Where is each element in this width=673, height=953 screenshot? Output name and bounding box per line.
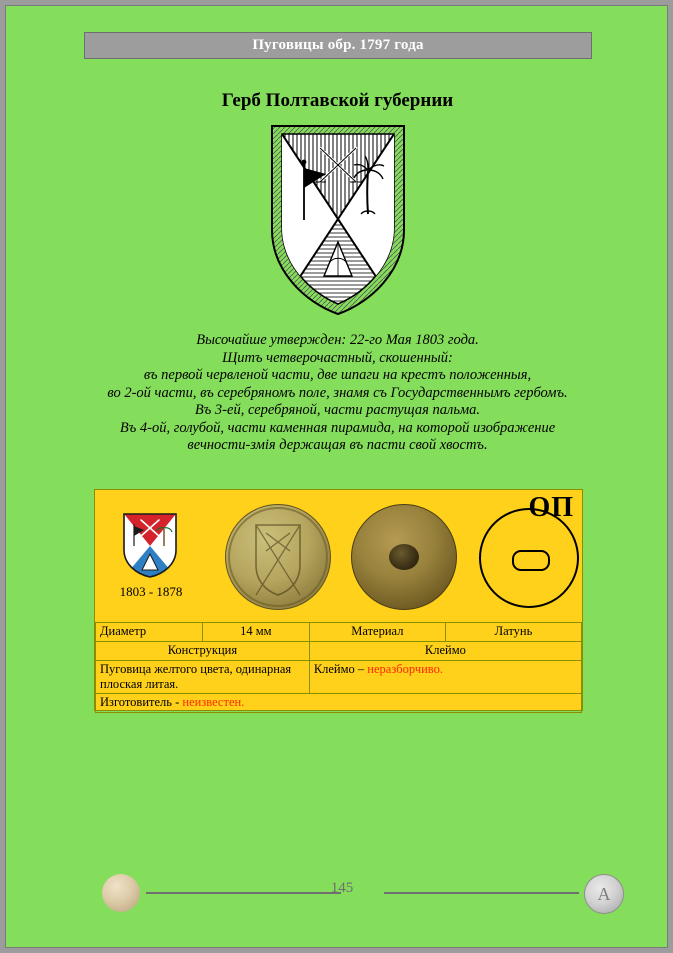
footer-rule-right xyxy=(384,892,579,894)
button-back-photo xyxy=(351,504,457,610)
blazon-line-3: въ первой червленой части, две шпаги на крестъ положенныя, xyxy=(143,367,532,383)
blazon-line-4: во 2-ой части, въ серебряномъ поле, знамя съ Государственнымъ гербомъ. xyxy=(107,384,568,401)
button-shank-dome xyxy=(389,544,419,570)
cell-diameter-label: Диаметр xyxy=(96,623,203,642)
cell-mark-header: Клеймо xyxy=(309,642,581,661)
cell-diameter-value: 14 мм xyxy=(202,623,309,642)
button-shank-slot xyxy=(512,550,550,571)
button-shank-diagram xyxy=(479,508,579,608)
manufacturer-value: неизвестен. xyxy=(182,695,245,709)
table-row xyxy=(96,661,582,694)
table-row xyxy=(96,623,582,642)
footer-button-left-icon xyxy=(102,874,140,912)
document-page xyxy=(5,5,668,948)
cell-material-value: Латунь xyxy=(445,623,581,642)
table-row xyxy=(96,642,582,661)
coat-of-arms-image xyxy=(268,124,408,316)
cell-construction-header: Конструкция xyxy=(96,642,310,661)
coat-of-arms-title: Герб Полтавской губернии xyxy=(221,90,454,111)
cell-construction-text: Пуговица желтого цвета, одинарная плоская литая. xyxy=(96,661,310,694)
usage-period-label: 1803 - 1878 xyxy=(119,584,183,599)
blazon-line-6: Въ 4-ой, голубой, части каменная пирамида, на которой изображение xyxy=(119,419,556,436)
blazon-text xyxy=(6,332,668,455)
blazon-line-2: Щитъ четверочастный, скошенный: xyxy=(222,349,453,366)
mark-value: неразборчиво. xyxy=(367,662,443,676)
cell-material-label: Материал xyxy=(309,623,445,642)
mark-prefix: Клеймо – xyxy=(313,662,368,676)
card-image-strip xyxy=(95,490,582,622)
blazon-line-1: Высочайше утвержден: 22-го Мая 1803 года. xyxy=(196,332,479,348)
page-number: 145 xyxy=(330,880,354,896)
table-row xyxy=(96,694,582,713)
button-specs-table xyxy=(95,622,582,713)
mini-coat-of-arms-icon xyxy=(122,512,178,578)
cell-manufacturer xyxy=(96,694,582,713)
footer-button-right-icon: А xyxy=(584,874,624,914)
page-header-title: Пуговицы обр. 1797 года xyxy=(252,37,424,53)
op-label: ОП xyxy=(528,492,574,523)
blazon-line-5: Въ 3-ей, серебряной, части растущая пальма. xyxy=(194,402,481,418)
footer-rule-left xyxy=(146,892,341,894)
blazon-line-7: вечности-змiя держащая въ пасти свой хвостъ. xyxy=(187,437,488,453)
button-front-photo xyxy=(225,504,331,610)
cell-mark-text xyxy=(309,661,581,694)
manufacturer-prefix: Изготовитель - xyxy=(100,695,183,709)
page-header-bar xyxy=(84,32,592,59)
button-info-card xyxy=(94,489,583,711)
